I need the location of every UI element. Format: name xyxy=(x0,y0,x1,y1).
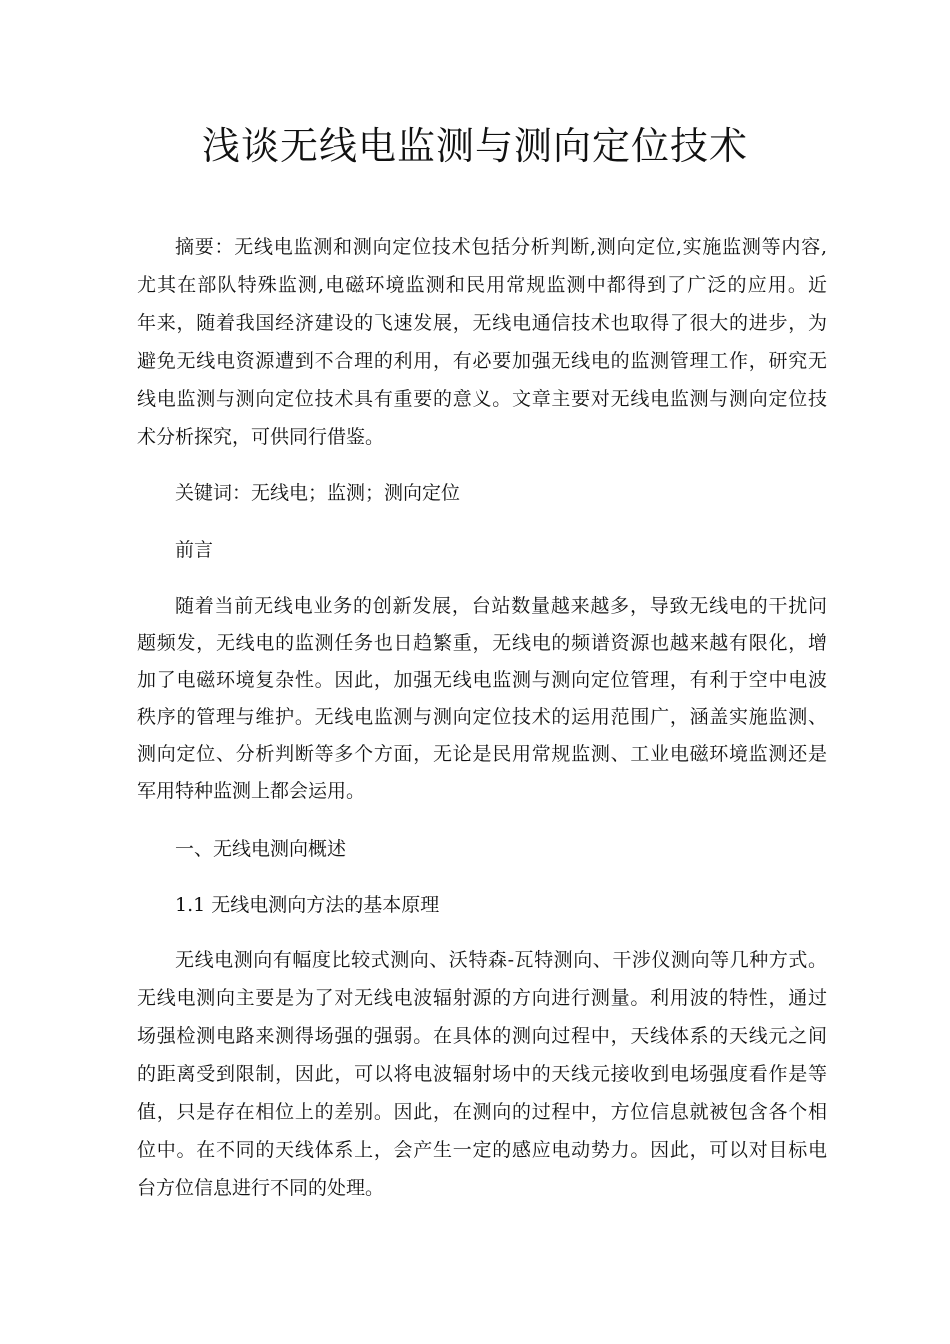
section-1-1-line: 位中。在不同的天线体系上，会产生一定的感应电动势力。因此，可以对目标电 xyxy=(137,1139,827,1161)
preface-line: 秩序的管理与维护。无线电监测与测向定位技术的运用范围广，涵盖实施监测、 xyxy=(137,706,827,728)
section-1-1-line: 场强检测电路来测得场强的强弱。在具体的测向过程中，天线体系的天线元之间 xyxy=(137,1025,827,1047)
document-title: 浅谈无线电监测与测向定位技术 xyxy=(201,124,748,168)
section-1-1-line: 无线电测向有幅度比较式测向、沃特森-瓦特测向、干涉仪测向等几种方式。 xyxy=(175,949,827,971)
preface-line: 随着当前无线电业务的创新发展，台站数量越来越多，导致无线电的干扰问 xyxy=(175,595,827,617)
section-1-1-line: 的距离受到限制，因此，可以将电波辐射场中的天线元接收到电场强度看作是等 xyxy=(137,1063,827,1085)
abstract-line: 尤其在部队特殊监测,电磁环境监测和民用常规监测中都得到了广泛的应用。近 xyxy=(137,274,827,296)
abstract-line: 摘要：无线电监测和测向定位技术包括分析判断,测向定位,实施监测等内容, xyxy=(175,236,827,258)
abstract-line: 线电监测与测向定位技术具有重要的意义。文章主要对无线电监测与测向定位技 xyxy=(137,388,827,410)
section-1-1-line: 值，只是存在相位上的差别。因此，在测向的过程中，方位信息就被包含各个相 xyxy=(137,1101,827,1123)
keywords-line: 关键词：无线电；监测；测向定位 xyxy=(175,482,461,504)
abstract-line: 年来，随着我国经济建设的飞速发展，无线电通信技术也取得了很大的进步，为 xyxy=(137,312,827,334)
section-1-1-heading: 1.1 无线电测向方法的基本原理 xyxy=(175,894,440,916)
preface-line: 军用特种监测上都会运用。 xyxy=(137,780,366,802)
section-1-1-line: 无线电测向主要是为了对无线电波辐射源的方向进行测量。利用波的特性，通过 xyxy=(137,987,827,1009)
preface-line: 加了电磁环境复杂性。因此，加强无线电监测与测向定位管理，有利于空中电波 xyxy=(137,669,827,691)
abstract-line: 术分析探究，可供同行借鉴。 xyxy=(137,426,385,448)
preface-heading: 前言 xyxy=(175,539,214,561)
preface-line: 题频发，无线电的监测任务也日趋繁重，无线电的频谱资源也越来越有限化，增 xyxy=(137,632,827,654)
section-1-1-line: 台方位信息进行不同的处理。 xyxy=(137,1177,385,1199)
section-1-heading: 一、无线电测向概述 xyxy=(175,838,347,860)
abstract-line: 避免无线电资源遭到不合理的利用，有必要加强无线电的监测管理工作，研究无 xyxy=(137,350,827,372)
preface-line: 测向定位、分析判断等多个方面，无论是民用常规监测、工业电磁环境监测还是 xyxy=(137,743,827,765)
